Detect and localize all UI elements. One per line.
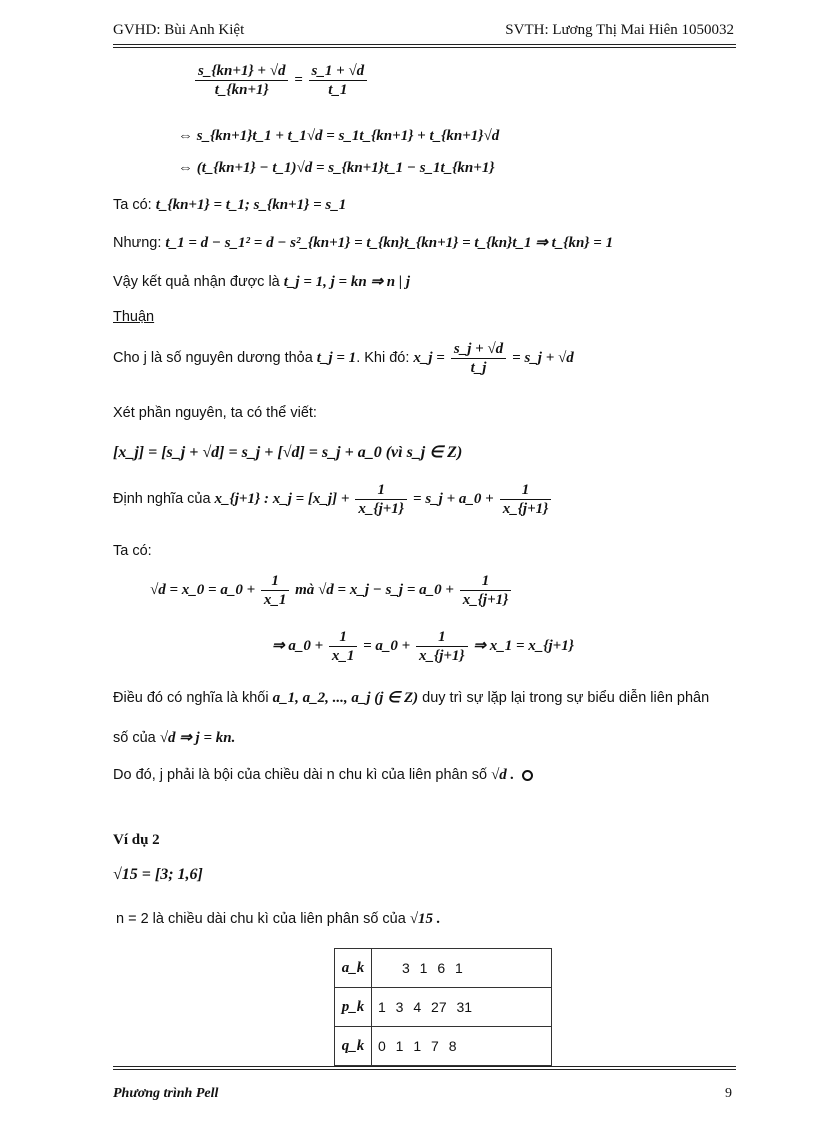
eq-sqrt-b: √d = x_j − s_j = a_0 + [318, 581, 454, 598]
cho-label: Cho j là số nguyên dương thỏa [113, 350, 313, 367]
dinh-frac-den: x_{j+1} [355, 499, 407, 518]
eq-imp-frac2-den: x_{j+1} [416, 646, 468, 665]
cho-line [113, 340, 574, 377]
dieu-math: a_1, a_2, ..., a_j (j ∈ Z) [272, 690, 419, 706]
eq-sqrt-frac-num: 1 [271, 573, 279, 589]
vay-math: t_j = 1, j = kn ⇒ n | j [283, 274, 411, 290]
eq-imp-c: ⇒ x_1 = x_{j+1} [473, 637, 574, 654]
eq1-lhs-den: t_{kn+1} [195, 80, 288, 99]
table-row-head: p_k [335, 988, 372, 1027]
vay-label: Vậy kết quả nhận được là [113, 274, 280, 290]
table-row [335, 1027, 552, 1066]
eq-imp-b: = a_0 + [363, 637, 411, 654]
eq-imp-frac-num: 1 [339, 629, 347, 645]
dinh-math-a: x_{j+1} : x_j = [x_j] + [214, 491, 350, 508]
n2-label: n = 2 là chiều dài chu kì của liên phân số của [116, 911, 406, 927]
dinh-frac-num: 1 [377, 482, 385, 498]
eq1-rhs-num: s_1 + √d [311, 63, 365, 79]
do-math: √d . [491, 767, 515, 783]
header-right: SVTH: Lương Thị Mai Hiên 1050032 [505, 22, 734, 38]
convergents-table [334, 948, 552, 1066]
table-row-values: 3 1 6 1 [372, 949, 552, 988]
dinh-line [113, 481, 553, 518]
cho-math-lhs: x_j = [413, 350, 445, 367]
so-math: √d ⇒ j = kn. [159, 730, 236, 746]
dinh-frac2-den: x_{j+1} [500, 499, 552, 518]
eq-sqrt-frac2-num: 1 [481, 573, 490, 589]
eq-sqrt-frac-den: x_1 [261, 590, 290, 609]
so-label: số của [113, 730, 156, 746]
table-row [335, 949, 552, 988]
vay-line [113, 272, 410, 291]
nhung-math: t_1 = d − s_1² = d − s²_{kn+1} = t_{kn}t_{kn+1} = t_{kn}t_1 ⇒ t_{kn} = 1 [165, 235, 614, 251]
dieu-label: Điều đó có nghĩa là khối [113, 690, 269, 706]
thuan-heading: Thuận [113, 309, 155, 325]
do-label: Do đó, j phải là bội của chiều dài n chu kì của liên phân số [113, 767, 488, 783]
n2-line [116, 910, 441, 928]
footer-rule [113, 1066, 736, 1067]
footer-left: Phương trình Pell [113, 1086, 219, 1101]
eq-imp-a: ⇒ a_0 + [272, 637, 324, 654]
page-number: 9 [725, 1086, 732, 1101]
eq1-rhs-den: t_1 [309, 80, 368, 99]
do-line [113, 766, 533, 784]
eq-sqrt-frac2-den: x_{j+1} [460, 590, 512, 609]
end-of-proof-icon [522, 770, 533, 781]
dinh-frac2-num: 1 [521, 482, 530, 498]
dinh-math-mid: = s_j + a_0 + [413, 491, 494, 508]
cho-khi: . Khi đó: [356, 350, 410, 367]
table-row [335, 988, 552, 1027]
floor-equation: [x_j] = [s_j + √d] = s_j + [√d] = s_j + a_0 (vì s_j ∈ Z) [113, 444, 463, 461]
header-rule [113, 44, 736, 45]
n2-math: √15 . [409, 911, 441, 927]
nhung-line [113, 233, 613, 252]
nhung-label: Nhưng: [113, 235, 162, 251]
header-left: GVHD: Bùi Anh Kiệt [113, 22, 245, 38]
header-rule-2 [113, 47, 736, 48]
eq1-lhs-num: s_{kn+1} + √d [198, 63, 286, 79]
cho-math-den: t_j [451, 358, 506, 377]
eq-imp-frac2-num: 1 [438, 629, 446, 645]
table-row-values: 1 3 4 27 31 [372, 988, 552, 1027]
equation-1: $\frac{s\_\{kn+1\} + √d}{t\_\{kn+1\}}$ = $\frac{s\_1 + √d}{t\_1}$ [193, 62, 369, 99]
xet-line: Xét phần nguyên, ta có thể viết: [113, 405, 317, 421]
dinh-label: Định nghĩa của [113, 491, 211, 508]
implication-equation [272, 628, 574, 665]
dieu-rest: duy trì sự lặp lại trong sự biểu diễn liên phân [422, 690, 710, 706]
example-title: Ví dụ 2 [113, 832, 160, 848]
taco-label-1: Ta có: [113, 197, 152, 213]
sqrt15-equation: √15 = [3; 1,6] [113, 866, 203, 883]
taco-math-1: t_{kn+1} = t_1; s_{kn+1} = s_1 [155, 197, 347, 213]
cho-cond: t_j = 1 [316, 350, 357, 367]
taco-label-2: Ta có: [113, 543, 152, 559]
cho-math-rhs: = s_j + √d [512, 350, 574, 367]
so-line [113, 728, 235, 747]
eq-imp-frac-den: x_1 [329, 646, 358, 665]
equation-3: ⇔ (t_{kn+1} − t_1)√d = s_{kn+1}t_1 − s_1t_{kn+1} [178, 160, 495, 176]
eq-ma: mà [295, 581, 315, 598]
sqrt-equation [150, 572, 513, 609]
eq-sqrt-a: √d = x_0 = a_0 + [150, 581, 256, 598]
taco-line-1 [113, 196, 346, 214]
table-row-values: 0 1 1 7 8 [372, 1027, 552, 1066]
table-row-head: q_k [335, 1027, 372, 1066]
dieu-line [113, 688, 709, 707]
table-row-head: a_k [335, 949, 372, 988]
footer-rule-2 [113, 1069, 736, 1070]
cho-math-num: s_j + √d [453, 341, 504, 357]
equation-2: ⇔ s_{kn+1}t_1 + t_1√d = s_1t_{kn+1} + t_{kn+1}√d [178, 128, 500, 144]
